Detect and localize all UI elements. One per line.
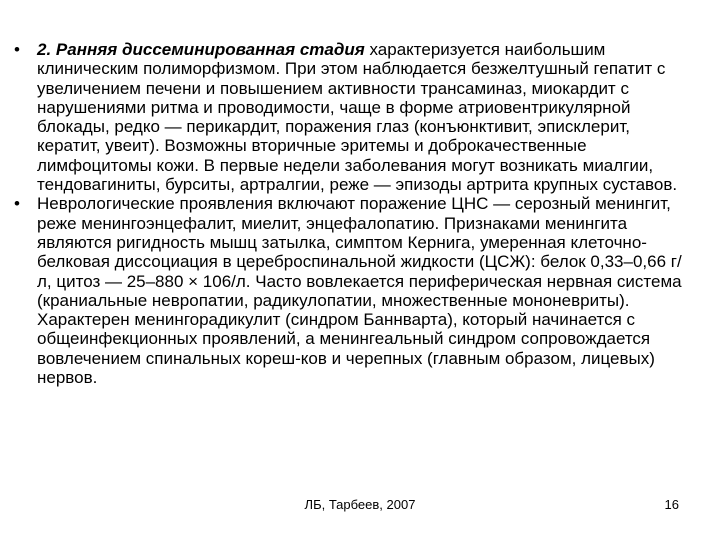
bullet-marker: •: [14, 194, 20, 214]
bullet-text: характеризуется наибольшим клиническим полиморфизмом. При этом наблюдается безжелтушный гепатит с увеличением печени и повышением активности трансаминаз, миокардит с нарушениями ритма и проводимости, чаще в форме атриовентрикулярной блокады, редко — перикардит, поражения глаз (конъюнктивит, эписклерит, кератит, увеит). Возможны вторичные эритемы и доброкачественные лимфоцитомы кожи. В первые недели заболевания могут возникать миалгии, тендовагиниты, бурситы, артралгии, реже — эпизоды артрита крупных суставов.: [37, 40, 678, 195]
bullet-early-disseminated-stage: [7, 40, 683, 194]
bullet-list: [7, 40, 683, 387]
page-number: 16: [664, 497, 679, 512]
stage-heading: 2. Ранняя диссеминированная стадия: [37, 40, 365, 59]
bullet-neurological-manifestations: [7, 194, 683, 387]
bullet-marker: •: [14, 40, 20, 59]
bullet-text: Неврологические проявления включают поражение ЦНС — серозный менингит, реже менингоэнцефалит, миелит, энцефалопатию. Признаками менингита являются ригидность мышц затылка, симптом Кернига, умеренная клеточно-белковая диссоциация в цереброспинальной жидкости (ЦСЖ): белок 0,33–0,66 г/л, цитоз — 25–880 × 106/л. Часто вовлекается периферическая нервная система (краниальные невропатии, радикулопатии, множественные мононевриты). Характерен менингорадикулит (синдром Баннварта), который начинается с общеинфекционных проявлений, а менингеальный синдром сопровождается вовлечением спинальных кореш-ков и черепных (главным образом, лицевых) нервов.: [37, 194, 682, 388]
footer-author: ЛБ, Тарбеев, 2007: [304, 497, 416, 512]
